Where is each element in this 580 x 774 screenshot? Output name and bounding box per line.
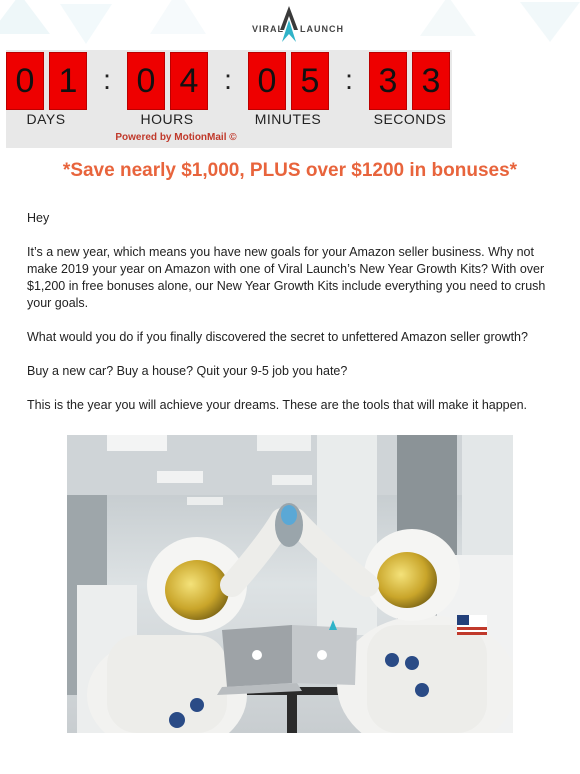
logo-wordmark-right: LAUNCH [300, 24, 344, 34]
hours-digit-2: 4 [170, 52, 208, 110]
email-header [0, 0, 580, 46]
viral-launch-logo[interactable] [240, 4, 350, 44]
minutes-digit-1: 0 [248, 52, 286, 110]
offer-headline: *Save nearly $1,000, PLUS over $1200 in bonuses* [62, 160, 518, 181]
hours-label: HOURS [140, 111, 194, 127]
countdown-timer [6, 50, 452, 148]
body-paragraph-2: What would you do if you finally discovered the secret to unfettered Amazon seller growth? [27, 330, 528, 344]
decorative-triangle [420, 0, 476, 36]
body-paragraph-1: It’s a new year, which means you have new goals for your Amazon seller business. Why not make 2019 your year on Amazon with one of Viral Launch’s New Year Growth Kits? With over $1,200 in free bonuses alone, our New Year Growth Kits include everything you need to crush your goals. [27, 245, 546, 310]
minutes-label: MINUTES [254, 111, 322, 127]
days-digit-1: 0 [6, 52, 44, 110]
body-paragraph-3: Buy a new car? Buy a house? Quit your 9-5 job you hate? [27, 364, 348, 378]
decorative-triangle [0, 0, 50, 34]
days-label: DAYS [26, 111, 66, 127]
astronauts-illustration [67, 435, 513, 733]
countdown-separator: : [345, 64, 353, 95]
countdown-separator: : [103, 64, 111, 95]
seconds-label: SECONDS [373, 111, 447, 127]
decorative-triangle [150, 0, 206, 34]
powered-by-link[interactable]: Powered by MotionMail © [115, 132, 237, 143]
hero-image[interactable] [67, 435, 513, 733]
days-digit-2: 1 [49, 52, 87, 110]
decorative-triangle [60, 4, 112, 44]
seconds-digit-2: 3 [412, 52, 450, 110]
minutes-digit-2: 5 [291, 52, 329, 110]
email-body [27, 210, 552, 431]
hours-digit-1: 0 [127, 52, 165, 110]
countdown-separator: : [224, 64, 232, 95]
decorative-triangle [520, 2, 580, 42]
body-paragraph-4: This is the year you will achieve your dreams. These are the tools that will make it happen. [27, 398, 528, 412]
seconds-digit-1: 3 [369, 52, 407, 110]
greeting: Hey [27, 211, 50, 225]
logo-wordmark-left: VIRAL [252, 24, 284, 34]
